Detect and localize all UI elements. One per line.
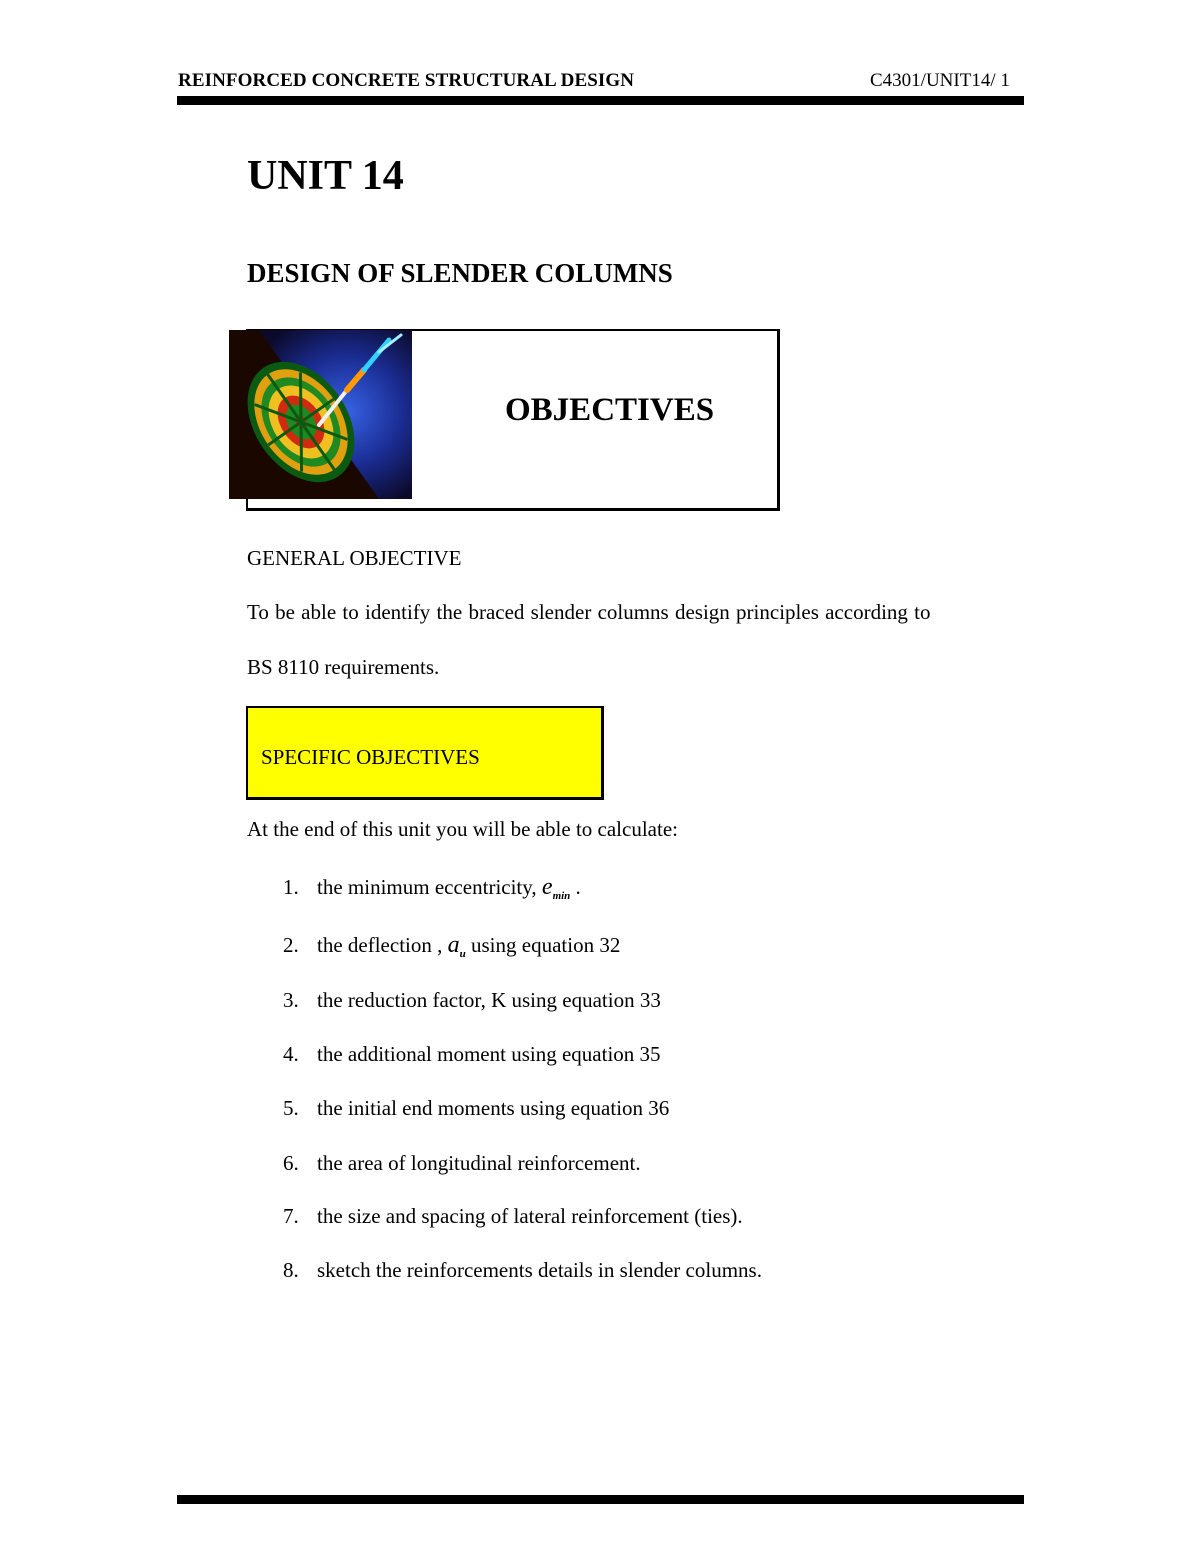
general-objective-text-line1: To be able to identify the braced slender columns design principles according to [247, 600, 931, 624]
list-item [283, 1204, 743, 1229]
list-item-text: the size and spacing of lateral reinforcement (ties). [317, 1204, 743, 1228]
header-rule [177, 96, 1024, 105]
list-item [283, 874, 581, 902]
eccentricity-symbol: $e_{min}$ [541, 874, 571, 903]
list-item-text: the minimum eccentricity, [317, 875, 537, 899]
list-item [283, 988, 661, 1013]
dartboard-icon [229, 330, 412, 499]
list-item-text: the deflection , [317, 933, 443, 957]
footer-rule [177, 1495, 1024, 1504]
unit-title: UNIT 14 [247, 153, 404, 199]
list-item-number: 5. [283, 1096, 299, 1120]
list-item-number: 1. [283, 875, 299, 899]
general-objective-heading: GENERAL OBJECTIVE [247, 546, 462, 570]
deflection-symbol: $a_u$ [447, 932, 466, 961]
objectives-label: OBJECTIVES [505, 392, 715, 428]
list-item [283, 932, 620, 960]
list-item-number: 4. [283, 1042, 299, 1066]
section-title: DESIGN OF SLENDER COLUMNS [247, 258, 673, 288]
list-item-text: the reduction factor, K using equation 33 [317, 988, 661, 1012]
list-item-text: the additional moment using equation 35 [317, 1042, 661, 1066]
general-objective-text-line2: BS 8110 requirements. [247, 655, 440, 679]
running-header-page-code: C4301/UNIT14/ 1 [870, 70, 1010, 91]
list-item [283, 1096, 669, 1121]
running-header-title: REINFORCED CONCRETE STRUCTURAL DESIGN [178, 70, 635, 91]
specific-objectives-label: SPECIFIC OBJECTIVES [261, 745, 480, 769]
list-item-number: 2. [283, 933, 299, 957]
objectives-intro: At the end of this unit you will be able to calculate: [247, 817, 678, 841]
list-item [283, 1042, 661, 1067]
list-item-suffix: using equation 32 [465, 933, 621, 957]
list-item-text: the initial end moments using equation 36 [317, 1096, 670, 1120]
list-item-number: 8. [283, 1258, 299, 1282]
list-item-number: 3. [283, 988, 299, 1012]
list-item-suffix: . [570, 875, 581, 899]
list-item-number: 6. [283, 1151, 299, 1175]
list-item-text: sketch the reinforcements details in slender columns. [317, 1258, 762, 1282]
list-item-number: 7. [283, 1204, 299, 1228]
list-item [283, 1258, 762, 1283]
list-item [283, 1151, 641, 1176]
list-item-text: the area of longitudinal reinforcement. [317, 1151, 641, 1175]
